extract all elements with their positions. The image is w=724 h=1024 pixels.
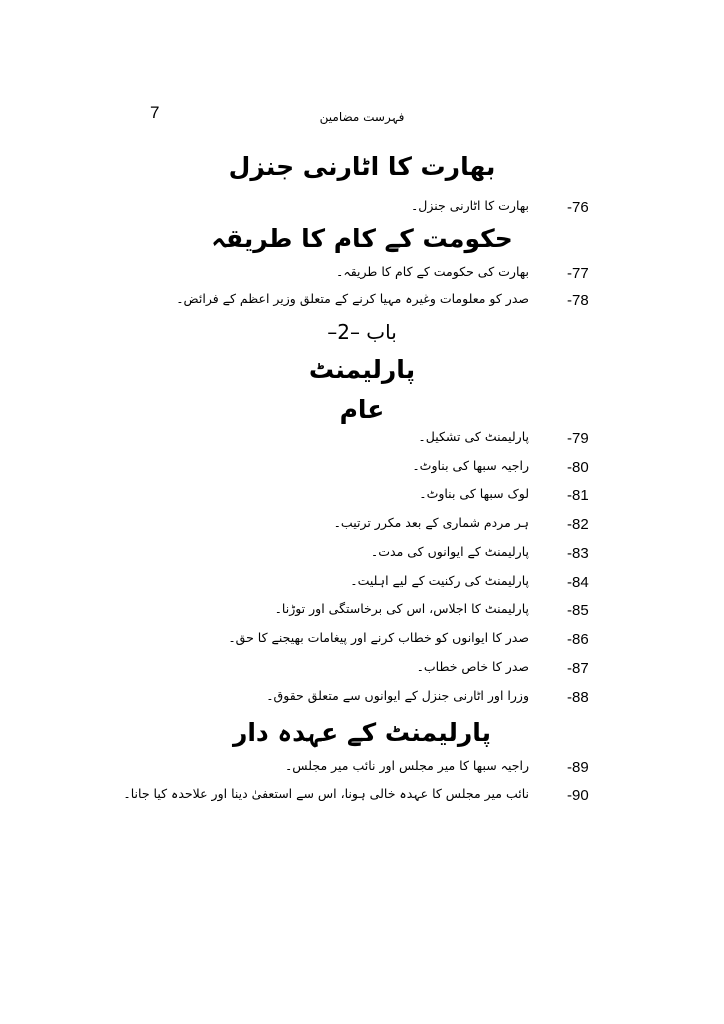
entry-number: -90 (567, 787, 589, 804)
entry-number: -84 (567, 574, 589, 591)
entry-text: وزرا اور اٹارنی جنزل کے ایوانوں سے متعلق حقوق۔ (266, 688, 529, 703)
list-item (0, 487, 724, 509)
list-item (0, 265, 724, 287)
entry-text: صدر کا ایوانوں کو خطاب کرنے اور پیغامات بھیجنے کا حق۔ (228, 630, 529, 645)
entry-text: لوک سبھا کی بناوٹ۔ (419, 486, 529, 501)
list-item (0, 631, 724, 653)
heading-govt-business: حکومت کے کام کا طریقہ (211, 224, 513, 253)
entry-text: پارلیمنٹ کی تشکیل۔ (418, 429, 529, 444)
entry-number: -78 (567, 292, 589, 309)
entry-number: -81 (567, 487, 589, 504)
chapter-heading: باب –2– (327, 320, 397, 344)
entry-text: پارلیمنٹ کا اجلاس، اس کی برخاستگی اور توڑنا۔ (274, 601, 529, 616)
list-item (0, 759, 724, 781)
entry-number: -79 (567, 430, 589, 447)
entry-text: نائب میر مجلس کا عہدہ خالی ہونا، اس سے استعفیٰ دینا اور علاحدہ کیا جانا۔ (123, 786, 529, 801)
list-item (0, 602, 724, 624)
list-item (0, 660, 724, 682)
entry-number: -85 (567, 602, 589, 619)
list-item (0, 689, 724, 711)
entry-number: -82 (567, 516, 589, 533)
list-item (0, 199, 724, 221)
running-head: فہرست مضامین (319, 110, 405, 124)
entry-number: -76 (567, 199, 589, 216)
entry-number: -83 (567, 545, 589, 562)
entry-text: بھارت کی حکومت کے کام کا طریقہ۔ (336, 264, 529, 279)
entry-text: راجیہ سبھا کا میر مجلس اور نائب میر مجلس۔ (284, 758, 529, 773)
heading-officers: پارلیمنٹ کے عہدہ دار (232, 718, 492, 747)
entry-text: پارلیمنٹ کے ایوانوں کی مدت۔ (370, 544, 529, 559)
list-item (0, 787, 724, 809)
entry-text: راجیہ سبھا کی بناوٹ۔ (412, 458, 529, 473)
entry-number: -88 (567, 689, 589, 706)
entry-number: -86 (567, 631, 589, 648)
entry-number: -77 (567, 265, 589, 282)
list-item (0, 516, 724, 538)
entry-number: -89 (567, 759, 589, 776)
list-item (0, 292, 724, 314)
heading-parliament: پارلیمنٹ (308, 355, 416, 384)
entry-text: پارلیمنٹ کی رکنیت کے لیے اہلیت۔ (350, 573, 529, 588)
list-item (0, 545, 724, 567)
entry-text: صدر کا خاص خطاب۔ (416, 659, 529, 674)
entry-text: ہر مردم شماری کے بعد مکرر ترتیب۔ (333, 515, 529, 530)
list-item (0, 574, 724, 596)
list-item (0, 430, 724, 452)
list-item (0, 459, 724, 481)
heading-attorney-general: بھارت کا اٹارنی جنزل (228, 152, 496, 181)
entry-text: بھارت کا اٹارنی جنزل۔ (410, 198, 529, 213)
entry-text: صدر کو معلومات وغیرہ مہیا کرنے کے متعلق وزیر اعظم کے فرائض۔ (176, 291, 529, 306)
entry-number: -87 (567, 660, 589, 677)
heading-general: عام (339, 395, 385, 424)
entry-number: -80 (567, 459, 589, 476)
page-number: 7 (150, 103, 160, 122)
